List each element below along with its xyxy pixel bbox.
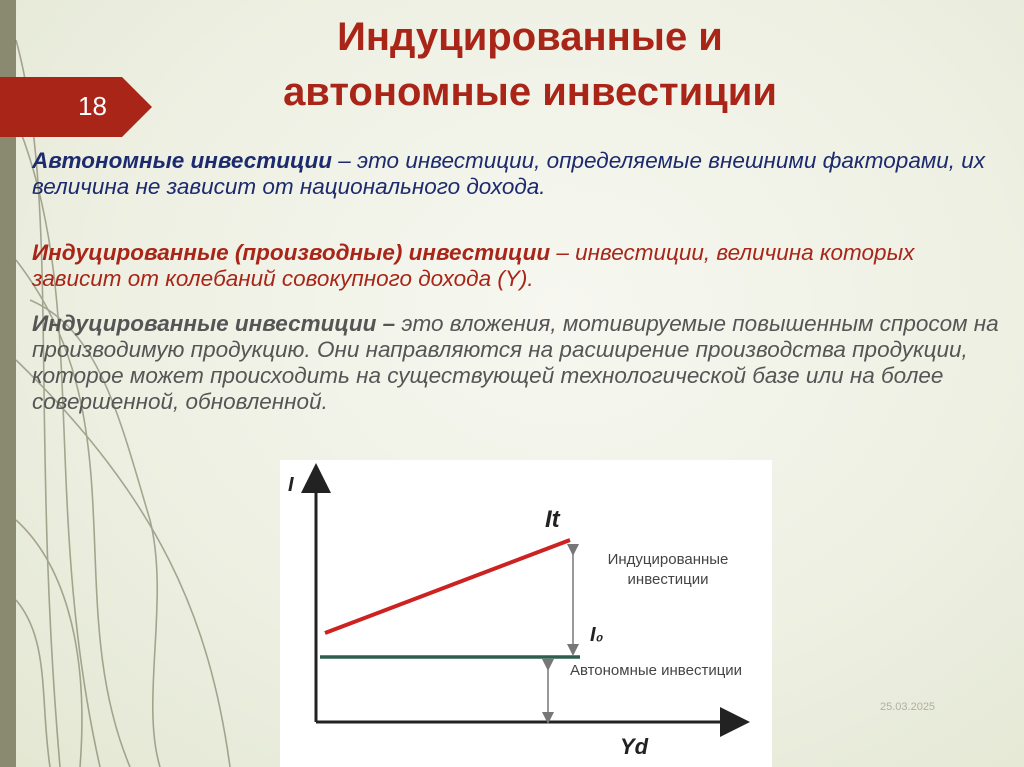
slide-number: 18 xyxy=(78,91,107,121)
slide-number-badge xyxy=(0,77,152,137)
investment-diagram xyxy=(280,460,772,767)
title-line-1: Индуцированные и xyxy=(337,15,723,59)
y-axis-label: I xyxy=(288,474,294,496)
slide-date: 25.03.2025 xyxy=(880,701,936,713)
paragraph-autonomous xyxy=(32,148,1002,200)
definition-induced-detail: это вложения, мотивируемые повышенным спросом на производимую продукцию. Они направляются на расширение производства продукции, которое может происходить на существующей технологической базе или на более совершенной, обновленной. xyxy=(32,311,999,414)
autonomous-investment-label: Автономные инвестиции xyxy=(569,662,743,679)
term-induced-detail: Индуцированные инвестиции – xyxy=(32,311,396,336)
line-i0-label: I₀ xyxy=(590,624,604,646)
term-induced: Индуцированные (производные) инвестиции xyxy=(32,240,551,265)
induced-investment-label: Индуцированные инвестиции xyxy=(607,551,729,588)
title-line-2: автономные инвестиции xyxy=(283,70,777,114)
definition-autonomous: – это инвестиции, определяемые внешними факторами, их величина не зависит от национального дохода. xyxy=(32,148,986,199)
paragraph-induced xyxy=(32,240,1002,292)
paragraph-induced-detail xyxy=(32,311,1002,415)
term-autonomous: Автономные инвестиции xyxy=(32,148,332,173)
induced-investment-line xyxy=(325,540,570,633)
definition-induced: – инвестиции, величина которых зависит от колебаний совокупного дохода (Y). xyxy=(32,240,915,291)
x-axis-label: Yd xyxy=(620,734,649,759)
slide-title xyxy=(170,10,890,120)
line-it-label: It xyxy=(545,506,560,533)
